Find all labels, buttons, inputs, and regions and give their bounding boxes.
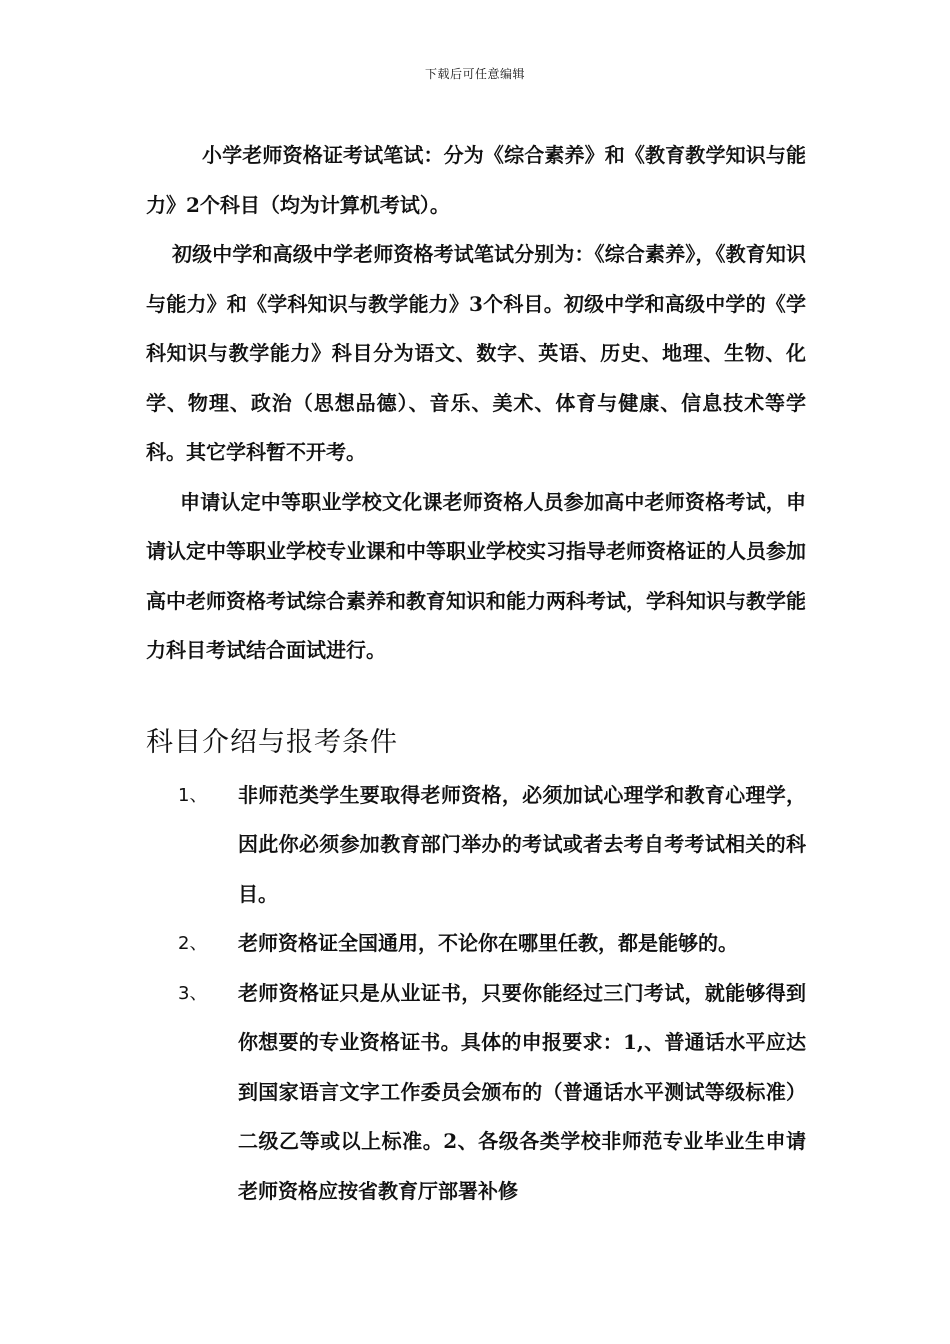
section-heading: 科目介绍与报考条件 — [146, 726, 398, 758]
list-item-text: 老师资格证只是从业证书，只要你能经过三门考试，就能够得到你想要的专业资格证书。具体的申报要求：1,、普通话水平应达到国家语言文字工作委员会颁布的（普通话水平测试等级标准）二级乙等或以上标准。2、各级各类学校非师范专业毕业生申请老师资格应按省教育厅部署补修 — [238, 980, 806, 1203]
paragraph-primary-school-exam: 小学老师资格证考试笔试：分为《综合素养》和《教育教学知识与能力》2个科目（均为计算机考试）。 — [146, 143, 806, 217]
list-item — [146, 771, 806, 920]
list-item — [146, 969, 806, 1217]
list-item-number: 2、 — [178, 933, 208, 954]
list-item-text: 非师范类学生要取得老师资格，必须加试心理学和教育心理学，因此你必须参加教育部门举办的考试或者去考自考考试相关的科目。 — [238, 782, 806, 906]
list-item-number: 1、 — [178, 784, 208, 806]
paragraph-middle-school-exam: 初级中学和高级中学老师资格考试笔试分别为：《综合素养》，《教育知识与能力》和《学科知识与教学能力》3个科目。初级中学和高级中学的《学科知识与教学能力》科目分为语文、数字、英语、历史、地理、生物、化学、物理、政治（思想品德）、音乐、美术、体育与健康、信息技术等学科。其它学科暂不开考。 — [146, 242, 806, 464]
document-body — [146, 131, 806, 1216]
list-item-text: 老师资格证全国通用，不论你在哪里任教，都是能够的。 — [238, 931, 738, 955]
paragraph-vocational-school-exam: 申请认定中等职业学校文化课老师资格人员参加高中老师资格考试，申请认定中等职业学校专业课和中等职业学校实习指导老师资格证的人员参加高中老师资格考试综合素养和教育知识和能力两科考试，学科知识与教学能力科目考试结合面试进行。 — [146, 489, 806, 662]
list-item — [146, 919, 806, 969]
list-item-number: 3、 — [178, 982, 208, 1004]
page-header: 下载后可任意编辑 — [424, 67, 525, 81]
requirements-list — [146, 771, 806, 1217]
